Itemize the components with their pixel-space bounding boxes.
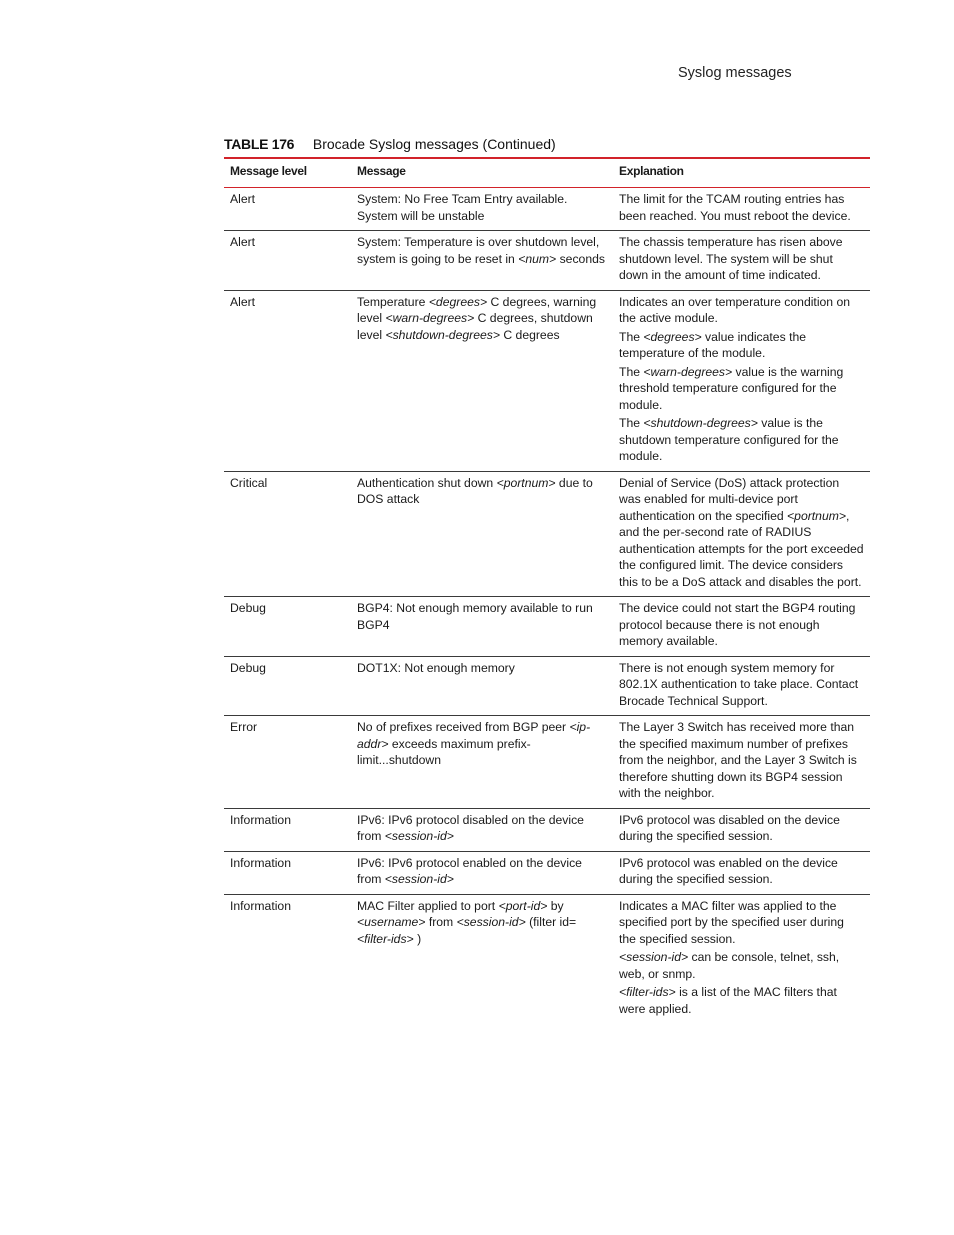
message-text: BGP4: Not enough memory available to run BGP4 bbox=[357, 601, 593, 632]
explanation-cell bbox=[613, 471, 870, 597]
table-row bbox=[224, 188, 870, 231]
table-body bbox=[224, 188, 870, 1024]
table-header-row bbox=[224, 158, 870, 188]
table-row bbox=[224, 231, 870, 291]
message-level-cell: Error bbox=[224, 716, 351, 809]
syslog-table bbox=[224, 157, 870, 1023]
message-cell bbox=[351, 231, 613, 291]
message-cell bbox=[351, 597, 613, 657]
message-cell bbox=[351, 808, 613, 851]
running-header: Syslog messages bbox=[678, 65, 792, 81]
table-row bbox=[224, 894, 870, 1023]
message-level-cell: Debug bbox=[224, 656, 351, 716]
explanation-cell bbox=[613, 597, 870, 657]
explanation-paragraph: The limit for the TCAM routing entries has been reached. You must reboot the device. bbox=[619, 192, 851, 223]
table-row bbox=[224, 851, 870, 894]
explanation-cell bbox=[613, 656, 870, 716]
table-row bbox=[224, 716, 870, 809]
message-cell bbox=[351, 290, 613, 471]
explanation-paragraph: The device could not start the BGP4 routing protocol because there is not enough memory available. bbox=[619, 601, 856, 648]
explanation-paragraph: <filter-ids> is a list of the MAC filters that were applied. bbox=[619, 985, 837, 1016]
message-cell bbox=[351, 894, 613, 1023]
explanation-cell bbox=[613, 851, 870, 894]
message-cell bbox=[351, 716, 613, 809]
message-cell bbox=[351, 471, 613, 597]
table-number: TABLE 176 bbox=[224, 136, 295, 152]
table-title: Brocade Syslog messages (Continued) bbox=[312, 136, 556, 152]
table-row bbox=[224, 290, 870, 471]
message-level-cell: Alert bbox=[224, 231, 351, 291]
message-text: No of prefixes received from BGP peer <ip-addr> exceeds maximum prefix-limit...shutdown bbox=[357, 720, 591, 767]
table-row bbox=[224, 808, 870, 851]
explanation-paragraph: The <degrees> value indicates the temperature of the module. bbox=[619, 329, 807, 360]
explanation-paragraph: There is not enough system memory for 802.1X authentication to take place. Contact Brocade Technical Support. bbox=[619, 660, 859, 708]
message-cell bbox=[351, 656, 613, 716]
explanation-cell bbox=[613, 894, 870, 1023]
message-level-cell: Alert bbox=[224, 188, 351, 231]
explanation-cell bbox=[613, 188, 870, 231]
message-level-cell: Information bbox=[224, 808, 351, 851]
header-explanation: Explanation bbox=[613, 158, 870, 188]
explanation-paragraph: Indicates an over temperature condition on the active module. bbox=[619, 294, 851, 325]
message-text: IPv6: IPv6 protocol disabled on the device from <session-id> bbox=[357, 812, 584, 843]
explanation-paragraph: <session-id> can be console, telnet, ssh, web, or snmp. bbox=[619, 950, 840, 981]
message-text: DOT1X: Not enough memory bbox=[357, 660, 515, 675]
explanation-paragraph: The chassis temperature has risen above shutdown level. The system will be shut down in the amount of time indicated. bbox=[619, 235, 843, 282]
message-level-cell: Information bbox=[230, 898, 291, 913]
message-cell bbox=[351, 851, 613, 894]
header-message: Message bbox=[351, 158, 613, 188]
message-text: Temperature <degrees> C degrees, warning level <warn-degrees> C degrees, shutdown level <shutdown-degrees> C degrees bbox=[357, 294, 597, 342]
explanation-cell bbox=[613, 290, 870, 471]
message-level-cell: Information bbox=[224, 851, 351, 894]
explanation-cell bbox=[613, 231, 870, 291]
table-caption bbox=[224, 136, 556, 152]
message-level-cell: Debug bbox=[224, 597, 351, 657]
message-text: Authentication shut down <portnum> due to DOS attack bbox=[357, 475, 593, 506]
message-text: IPv6: IPv6 protocol enabled on the device from <session-id> bbox=[357, 855, 582, 886]
message-text: System: No Free Tcam Entry available. System will be unstable bbox=[357, 192, 568, 223]
explanation-paragraph: The Layer 3 Switch has received more than the specified maximum number of prefixes from the neighbor, and the Layer 3 Switch is therefore shutting down its BGP4 session with the neighbor. bbox=[619, 720, 857, 800]
explanation-paragraph: The <shutdown-degrees> value is the shutdown temperature configured for the module. bbox=[619, 416, 839, 463]
table-row bbox=[224, 597, 870, 657]
message-text: System: Temperature is over shutdown level, system is going to be reset in <num> seconds bbox=[357, 235, 605, 266]
explanation-cell bbox=[613, 808, 870, 851]
explanation-cell bbox=[613, 716, 870, 809]
explanation-paragraph: IPv6 protocol was disabled on the device during the specified session. bbox=[619, 812, 840, 843]
explanation-paragraph: IPv6 protocol was enabled on the device during the specified session. bbox=[619, 855, 838, 886]
message-level-cell: Critical bbox=[224, 471, 351, 597]
explanation-paragraph: Indicates a MAC filter was applied to the specified port by the specified user during the specified session. bbox=[619, 898, 844, 946]
message-cell bbox=[351, 188, 613, 231]
table-row bbox=[224, 656, 870, 716]
header-message-level: Message level bbox=[224, 158, 351, 188]
message-text: MAC Filter applied to port <port-id> by <username> from <session-id> (filter id=<filter-ids> ) bbox=[357, 898, 577, 946]
table-row bbox=[224, 471, 870, 597]
explanation-paragraph: The <warn-degrees> value is the warning threshold temperature configured for the module. bbox=[619, 364, 844, 412]
explanation-paragraph: Denial of Service (DoS) attack protection was enabled for multi-device port authentication on the specified <portnum>, and the per-second rate of RADIUS authentication attempts for the port exceeded the configured limit. The device considers this to be a DoS attack and disables the port. bbox=[619, 475, 864, 589]
message-level-cell: Alert bbox=[224, 290, 351, 471]
